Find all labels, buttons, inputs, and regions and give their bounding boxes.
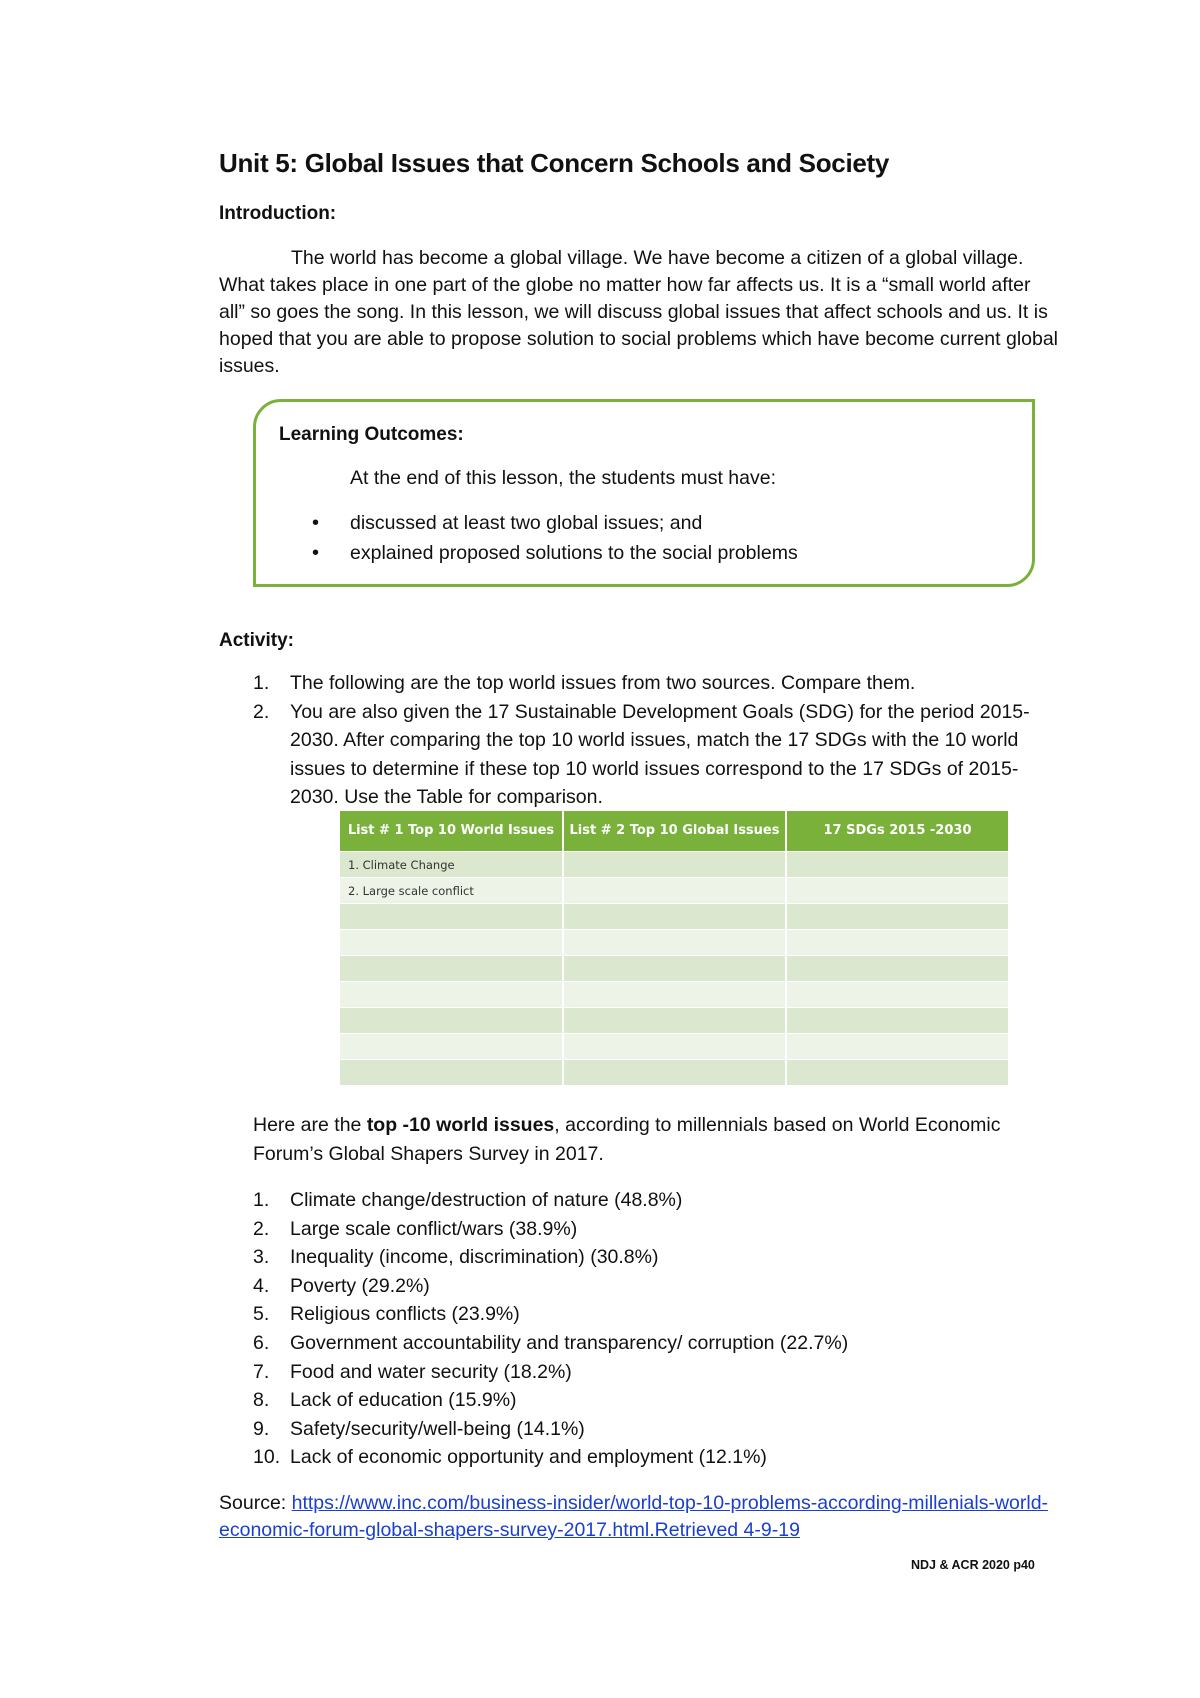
table-cell <box>563 1008 786 1034</box>
table-cell <box>563 878 786 904</box>
table-cell <box>786 956 1009 982</box>
table-cell <box>786 982 1009 1008</box>
table-row <box>340 904 1009 930</box>
table-cell <box>563 904 786 930</box>
list-item: 1. Climate change/destruction of nature (48.8%) <box>253 1189 683 1211</box>
table-cell <box>786 1034 1009 1060</box>
table-cell <box>340 982 563 1008</box>
list-item: 9. Safety/security/well-being (14.1%) <box>253 1417 585 1440</box>
table-cell <box>563 1034 786 1060</box>
table-cell <box>786 930 1009 956</box>
table-row <box>340 1008 1009 1034</box>
page-footer: NDJ & ACR 2020 p40 <box>911 1558 1035 1572</box>
wef-issues-list <box>253 1186 1050 1472</box>
list-item: 3. Inequality (income, discrimination) (30.8%) <box>253 1246 659 1269</box>
list-item: 8. Lack of education (15.9%) <box>253 1389 517 1412</box>
table-header-sdgs: 17 SDGs 2015 -2030 <box>786 811 1009 852</box>
page-title: Unit 5: Global Issues that Concern Schools and Society <box>219 148 890 178</box>
table-cell <box>563 982 786 1008</box>
table-row <box>340 878 1009 904</box>
table-cell: 2. Large scale conflict <box>340 878 563 904</box>
table-cell <box>786 904 1009 930</box>
wef-intro: Here are the top -10 world issues, according to millennials based on World Economic Forum’s Global Shapers Survey in 2017. <box>253 1114 1001 1165</box>
table-cell <box>786 1060 1009 1086</box>
activity-item: 2. You are also given the 17 Sustainable Development Goals (SDG) for the period 2015-2030. After comparing the top 10 world issues, match the 17 SDGs with the 10 world issues to determine if these top 10 world issues correspond to the 17 SDGs of 2015-2030. Use the Table for comparison. <box>253 700 1030 808</box>
table-row <box>340 982 1009 1008</box>
list-item: 2. Large scale conflict/wars (38.9%) <box>253 1217 578 1240</box>
table-header-row <box>340 811 1009 852</box>
table-cell <box>563 930 786 956</box>
list-item: 7. Food and water security (18.2%) <box>253 1360 572 1383</box>
activity-heading: Activity: <box>219 630 294 651</box>
learning-outcomes-box <box>253 399 1035 587</box>
introduction-heading: Introduction: <box>219 203 337 224</box>
table-cell <box>340 1034 563 1060</box>
list-item: 6. Government accountability and transparency/ corruption (22.7%) <box>253 1331 849 1354</box>
activity-item: 1. The following are the top world issues from two sources. Compare them. <box>253 672 916 694</box>
table-cell <box>786 1008 1009 1034</box>
table-header-list1: List # 1 Top 10 World Issues <box>340 811 563 852</box>
learning-outcomes-heading: Learning Outcomes: <box>279 424 464 445</box>
table-cell <box>563 1060 786 1086</box>
learning-outcomes-intro: At the end of this lesson, the students must have: <box>350 467 777 489</box>
table-cell <box>786 878 1009 904</box>
list-item: 5. Religious conflicts (23.9%) <box>253 1303 520 1326</box>
table-cell <box>563 852 786 878</box>
comparison-table <box>340 811 1010 1085</box>
table-row <box>340 1034 1009 1060</box>
table-cell <box>340 956 563 982</box>
table-cell <box>340 904 563 930</box>
table-cell <box>340 1008 563 1034</box>
source-label: Source: <box>219 1492 292 1514</box>
learning-outcomes-list <box>350 510 798 570</box>
table-row <box>340 1060 1009 1086</box>
table-cell <box>340 1060 563 1086</box>
source-citation <box>219 1490 1079 1544</box>
table-cell: 1. Climate Change <box>340 852 563 878</box>
table-row <box>340 930 1009 956</box>
list-item: 10. Lack of economic opportunity and employment (12.1%) <box>253 1446 767 1469</box>
list-item: 4. Poverty (29.2%) <box>253 1274 430 1297</box>
table-cell <box>340 930 563 956</box>
table-cell <box>786 852 1009 878</box>
source-link[interactable]: https://www.inc.com/business-insider/world-top-10-problems-according-millenials-world-economic-forum-global-shapers-survey-2017.html.Retrieved 4-9-19 <box>219 1492 1049 1541</box>
table-row <box>340 956 1009 982</box>
learning-outcome-item: • discussed at least two global issues; and <box>350 510 798 540</box>
table-header-list2: List # 2 Top 10 Global Issues <box>563 811 786 852</box>
activity-list <box>253 669 1030 812</box>
table-cell <box>563 956 786 982</box>
table-row <box>340 852 1009 878</box>
learning-outcome-item: • explained proposed solutions to the social problems <box>350 540 798 570</box>
wef-intro-bold: top -10 world issues <box>366 1114 555 1136</box>
introduction-paragraph: The world has become a global village. We have become a citizen of a global village. What takes place in one part of the globe no matter how far affects us. It is a “small world after all” so goes the song. In this lesson, we will discuss global issues that affect schools and us. It is hoped that you are able to propose solution to social problems which have become current global issues. <box>219 247 1059 377</box>
